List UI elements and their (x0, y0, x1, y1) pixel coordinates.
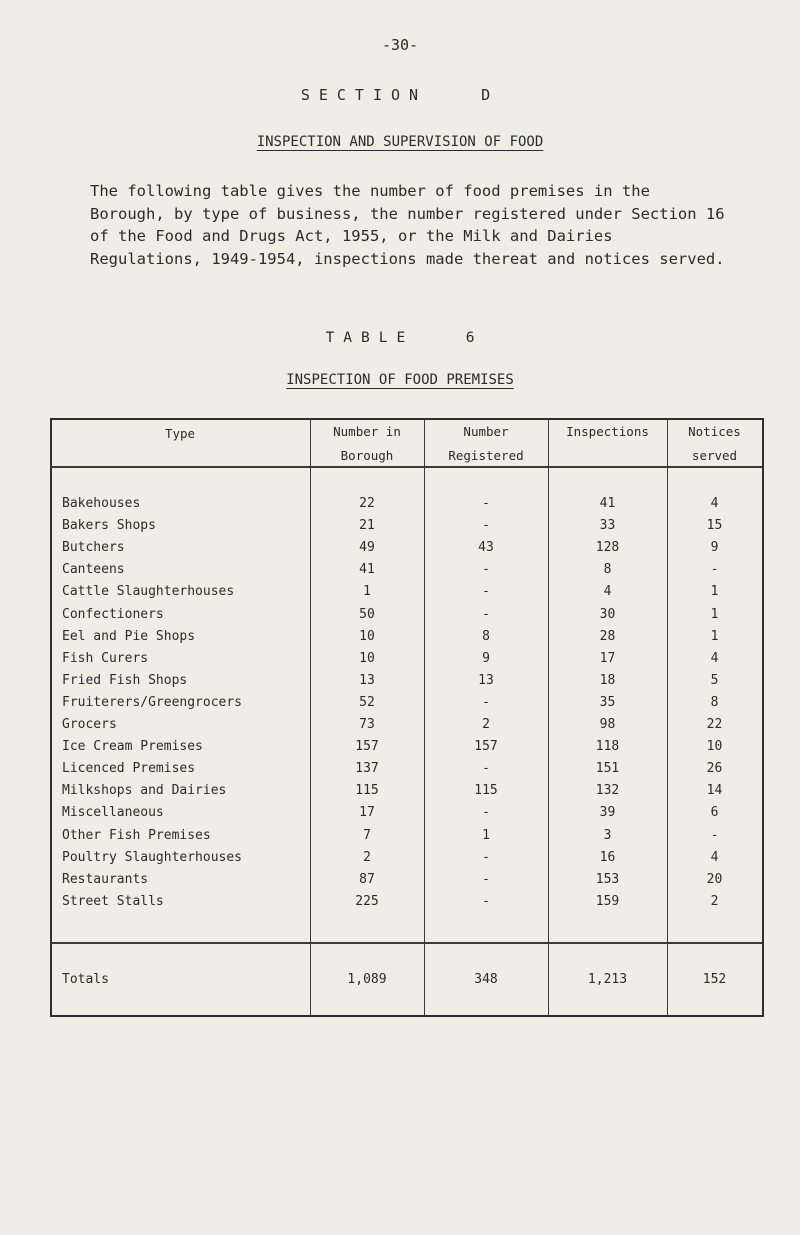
page-heading-text: INSPECTION AND SUPERVISION OF FOOD (256, 134, 544, 150)
cell-borough: 13 (359, 672, 375, 688)
cell-borough: 7 (363, 827, 371, 843)
cell-registered: 2 (482, 717, 490, 732)
cell-inspections: 41 (599, 496, 616, 511)
cell-notices: 8 (710, 694, 719, 710)
cell-inspections: 8 (603, 562, 612, 578)
header-notices-served (667, 420, 762, 468)
cell-registered: 9 (482, 650, 490, 666)
cell-registered: - (482, 871, 490, 887)
cell-notices: 22 (706, 717, 723, 732)
header-inspections: Inspections (566, 424, 649, 439)
cell-registered: - (482, 849, 490, 865)
cell-notices: 1 (710, 584, 719, 600)
cell-notices: 4 (710, 496, 719, 511)
cell-borough: 21 (359, 518, 375, 534)
table-label-word: TABLE (325, 330, 415, 346)
cell-registered: - (482, 893, 490, 909)
cell-registered: - (482, 518, 490, 534)
cell-notices: 4 (710, 849, 719, 865)
section-letter: D (481, 86, 500, 104)
cell-borough: 115 (355, 783, 379, 799)
cell-notices: 14 (706, 783, 723, 799)
cell-notices: 1 (710, 628, 719, 644)
cell-inspections: 118 (595, 739, 620, 755)
cell-type: Bakehouses (62, 496, 141, 511)
cell-inspections: 132 (595, 783, 620, 799)
cell-registered: 43 (478, 540, 494, 556)
cell-inspections: 128 (595, 540, 620, 556)
cell-registered: 157 (474, 739, 498, 755)
table-title-text: INSPECTION OF FOOD PREMISES (286, 372, 514, 388)
cell-inspections: 17 (599, 650, 616, 666)
cell-type: Eel and Pie Shops (62, 628, 196, 644)
section-heading (0, 86, 800, 104)
cell-borough: 157 (355, 739, 379, 755)
cell-borough: 2 (363, 849, 371, 865)
cell-borough: 10 (359, 628, 375, 644)
cell-type: Canteens (62, 562, 125, 578)
cell-notices: 5 (710, 672, 719, 688)
cell-type: Restaurants (62, 871, 149, 887)
cell-type: Street Stalls (62, 893, 164, 909)
cell-inspections: 16 (599, 849, 616, 865)
cell-notices: 4 (710, 650, 719, 666)
totals-label: Totals (62, 972, 109, 987)
cell-registered: - (482, 694, 490, 710)
table-number: 6 (465, 330, 475, 346)
cell-registered: - (482, 805, 490, 821)
cell-type: Cattle Slaughterhouses (62, 584, 235, 600)
totals-inspections: 1,213 (587, 972, 628, 987)
table-title (0, 372, 800, 388)
cell-inspections: 33 (599, 518, 616, 534)
cell-notices: 6 (710, 805, 719, 821)
cell-inspections: 18 (599, 672, 616, 688)
header-notices-line2: served (691, 448, 738, 463)
cell-inspections: 30 (599, 606, 616, 622)
cell-registered: 115 (474, 783, 498, 799)
totals-notices: 152 (702, 972, 727, 987)
cell-type: Fish Curers (62, 650, 149, 666)
cell-inspections: 151 (595, 761, 620, 777)
cell-notices: 2 (710, 893, 719, 909)
cell-inspections: 4 (603, 584, 612, 600)
cell-borough: 137 (355, 761, 379, 777)
intro-paragraph: The following table gives the number of food premises in the Borough, by type of business, the number registered under Section 16 of the Food and Drugs Act, 1955, or the Milk and Dairies Regulations, 1949-1954, inspections made thereat and notices served. (90, 182, 725, 268)
cell-inspections: 28 (599, 628, 616, 644)
page-heading (0, 134, 800, 150)
header-number-registered-line2: Registered (448, 448, 524, 463)
cell-type: Other Fish Premises (62, 827, 211, 843)
cell-borough: 22 (359, 496, 375, 511)
cell-registered: - (482, 606, 490, 622)
cell-registered: - (482, 496, 490, 511)
cell-notices: 10 (706, 739, 723, 755)
cell-registered: - (482, 584, 490, 600)
cell-type: Grocers (62, 717, 117, 732)
cell-borough: 52 (359, 694, 375, 710)
table-label (0, 330, 800, 346)
cell-registered: 1 (482, 827, 490, 843)
cell-type: Butchers (62, 540, 125, 556)
cell-borough: 50 (359, 606, 375, 622)
cell-registered: 13 (478, 672, 494, 688)
totals-divider (50, 942, 762, 944)
cell-borough: 1 (363, 584, 371, 600)
inspection-table (50, 418, 762, 1015)
cell-registered: 8 (482, 628, 490, 644)
cell-borough: 49 (359, 540, 375, 556)
header-number-in-borough (310, 420, 424, 468)
cell-type: Licenced Premises (62, 761, 196, 777)
cell-type: Confectioners (62, 606, 164, 622)
cell-notices: 1 (710, 606, 719, 622)
cell-registered: - (482, 761, 490, 777)
header-number-registered-line1: Number (463, 424, 509, 439)
cell-inspections: 98 (599, 717, 616, 732)
cell-inspections: 3 (603, 827, 612, 843)
cell-borough: 17 (359, 805, 375, 821)
header-number-in-borough-line2: Borough (340, 448, 394, 463)
cell-registered: - (482, 562, 490, 578)
cell-borough: 225 (355, 893, 379, 909)
cell-notices: 15 (706, 518, 723, 534)
cell-borough: 41 (359, 562, 375, 578)
totals-borough: 1,089 (347, 972, 387, 987)
cell-notices: 26 (706, 761, 723, 777)
section-word: SECTION (300, 86, 428, 104)
cell-type: Miscellaneous (62, 805, 164, 821)
header-number-in-borough-line1: Number in (333, 424, 401, 439)
cell-type: Poultry Slaughterhouses (62, 849, 243, 865)
cell-type: Bakers Shops (62, 518, 156, 534)
cell-inspections: 39 (599, 805, 616, 821)
cell-type: Milkshops and Dairies (62, 783, 227, 799)
totals-registered: 348 (474, 972, 498, 987)
cell-inspections: 159 (595, 893, 620, 909)
page-number: -30- (381, 36, 419, 54)
cell-type: Fried Fish Shops (62, 672, 188, 688)
cell-notices: 20 (706, 871, 723, 887)
cell-type: Fruiterers/Greengrocers (62, 694, 243, 710)
cell-inspections: 153 (595, 871, 620, 887)
header-type: Type (164, 426, 196, 441)
cell-notices: 9 (710, 540, 719, 556)
cell-inspections: 35 (599, 694, 616, 710)
header-notices-line1: Notices (688, 424, 741, 439)
cell-borough: 87 (359, 871, 375, 887)
header-number-registered (424, 420, 548, 468)
cell-type: Ice Cream Premises (62, 739, 203, 755)
cell-notices: - (710, 827, 719, 843)
cell-borough: 10 (359, 650, 375, 666)
cell-notices: - (710, 562, 719, 578)
cell-borough: 73 (359, 717, 375, 732)
